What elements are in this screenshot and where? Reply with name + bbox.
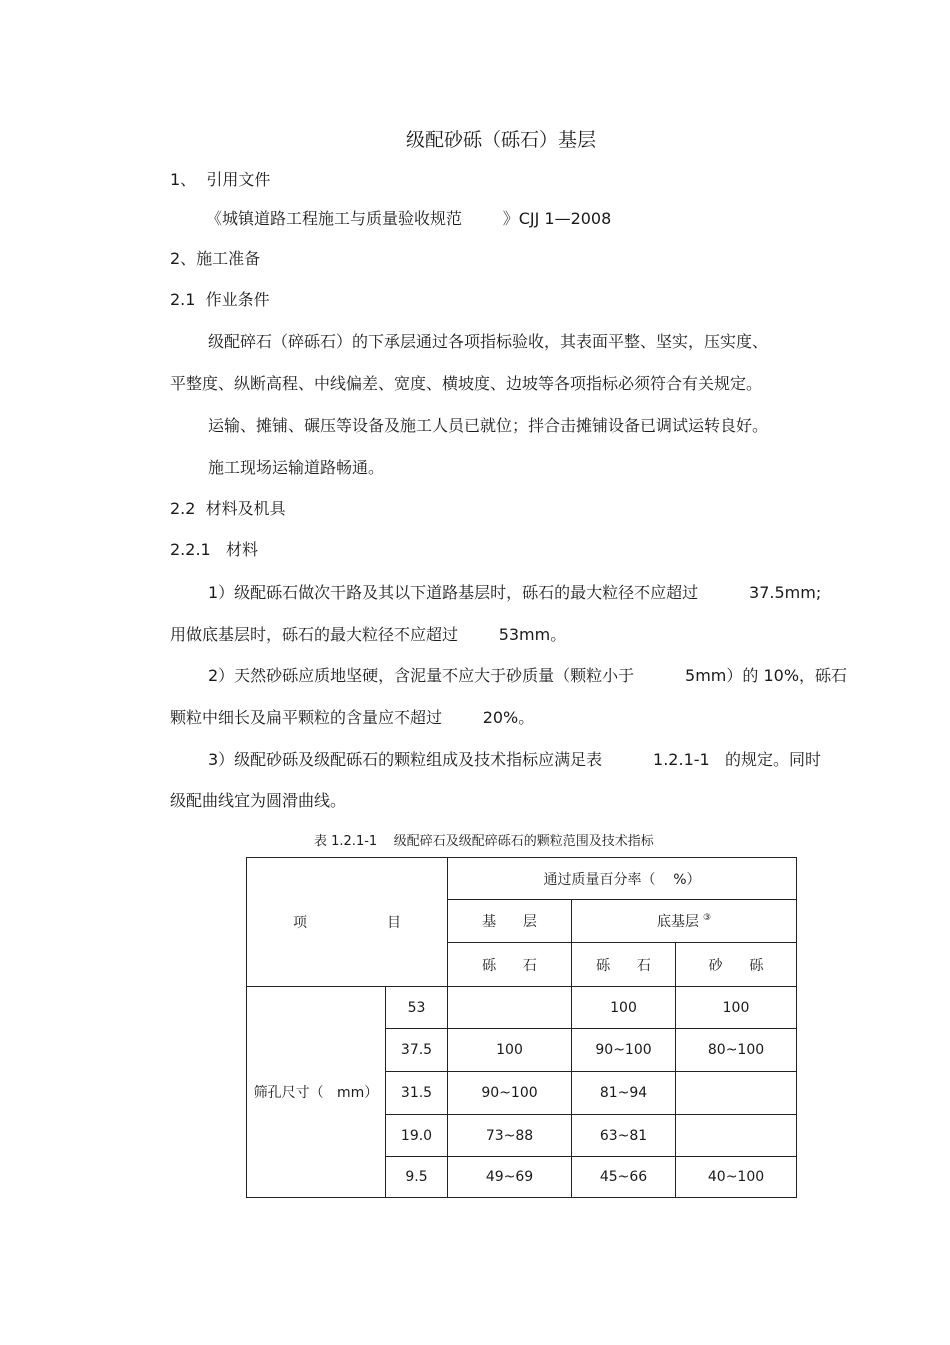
subbase-sand-value-cell [676,1072,797,1115]
section-heading-1: 1、 引用文件 [170,170,271,189]
page-title: 级配砂砾（砾石）基层 [406,129,597,151]
table-row [247,987,797,1029]
paragraph-site-road: 施工现场运输道路畅通。 [208,458,385,477]
item-2-line1: 2）天然砂砾应质地坚硬，含泥量不应大于砂质量（颗粒小于 5mm）的 10%，砾石 [208,666,848,685]
sieve-size-cell: 31.5 [386,1072,448,1115]
base-value-cell: 49~69 [448,1157,572,1198]
subbase-header: 底基层 [656,914,699,930]
subbase-sand-value-cell: 40~100 [676,1157,797,1198]
base-value-cell: 100 [448,1029,572,1072]
sieve-size-cell: 19.0 [386,1115,448,1157]
sieve-size-label: 筛孔尺寸（ mm） [247,987,386,1198]
paragraph-equipment: 运输、摊铺、碾压等设备及施工人员已就位；拌合击摊铺设备已调试运转良好。 [208,416,769,435]
subbase-header-cell [572,900,797,943]
paragraph-conditions-line1: 级配碎石（碎砾石）的下承层通过各项指标验收，其表面平整、坚实，压实度、 [208,332,769,351]
subbase-sand-header: 砂 砾 [676,943,797,987]
base-gravel-header: 砾 石 [448,943,572,987]
section-heading-2-2-1: 2.2.1 材料 [170,540,258,559]
item-1-line2: 用做底基层时，砾石的最大粒径不应超过 53mm。 [170,625,567,644]
sieve-size-cell: 9.5 [386,1157,448,1198]
subbase-gravel-value-cell: 81~94 [572,1072,676,1115]
table-caption: 表 1.2.1-1 级配碎石及级配碎砾石的颗粒范围及技术指标 [314,834,654,849]
base-value-cell: 90~100 [448,1072,572,1115]
item-3-line1: 3）级配砂砾及级配砾石的颗粒组成及技术指标应满足表 1.2.1-1 的规定。同时 [208,750,821,769]
subbase-footnote-mark: ③ [702,913,712,924]
item-header-cell: 项 目 [247,858,448,987]
subbase-gravel-value-cell: 100 [572,987,676,1029]
item-2-line2: 颗粒中细长及扁平颗粒的含量应不超过 20%。 [170,708,535,727]
paragraph-conditions-line2: 平整度、纵断高程、中线偏差、宽度、横坡度、边坡等各项指标必须符合有关规定。 [170,374,763,393]
section-heading-2: 2、施工准备 [170,249,261,268]
base-value-cell: 73~88 [448,1115,572,1157]
section-heading-2-2: 2.2 材料及机具 [170,499,286,518]
subbase-gravel-header: 砾 石 [572,943,676,987]
reference-standard: 《城镇道路工程施工与质量验收规范 》CJJ 1—2008 [206,209,612,228]
sieve-size-cell: 37.5 [386,1029,448,1072]
item-1-line1: 1）级配砾石做次干路及其以下道路基层时，砾石的最大粒径不应超过 37.5mm; [208,583,822,602]
section-heading-2-1: 2.1 作业条件 [170,290,270,309]
base-layer-header: 基 层 [448,900,572,943]
subbase-sand-value-cell: 100 [676,987,797,1029]
sieve-size-cell: 53 [386,987,448,1029]
subbase-gravel-value-cell: 45~66 [572,1157,676,1198]
gradation-table [246,857,797,1198]
subbase-sand-value-cell [676,1115,797,1157]
subbase-gravel-value-cell: 63~81 [572,1115,676,1157]
base-value-cell [448,987,572,1029]
subbase-gravel-value-cell: 90~100 [572,1029,676,1072]
item-3-line2: 级配曲线宜为圆滑曲线。 [170,791,347,810]
pass-percent-header: 通过质量百分率（ %） [448,858,797,900]
subbase-sand-value-cell: 80~100 [676,1029,797,1072]
